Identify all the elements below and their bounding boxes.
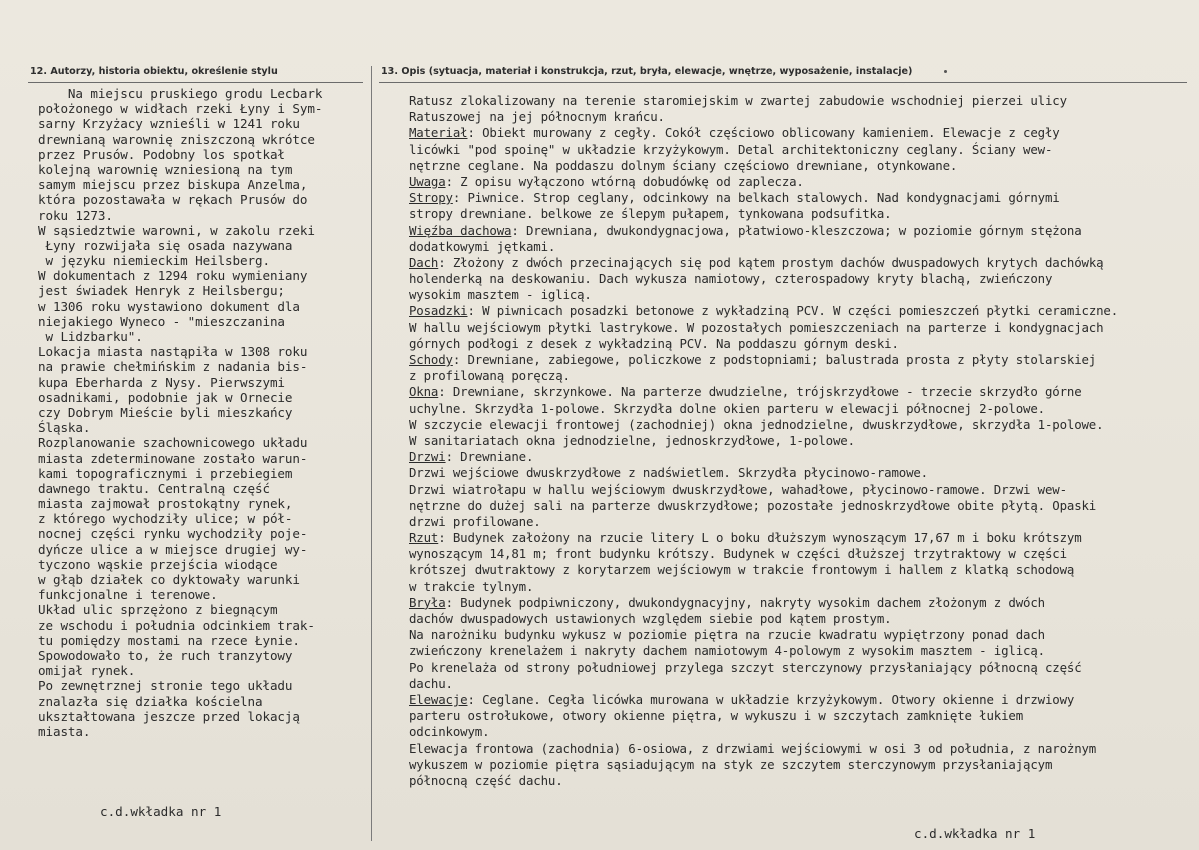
description-text: wykuszem w poziomie piętra sąsiadującym na styk ze szczytem sterczynowym przysłaniającym — [409, 756, 1053, 772]
history-line: ze wschodu i południa odcinkiem trak- — [38, 617, 315, 633]
history-line: roku 1273. — [38, 207, 113, 223]
history-line: osadnikami, podobnie jak w Ornecie — [38, 389, 293, 405]
history-text-column — [38, 86, 368, 754]
description-text: : W piwnicach posadzki betonowe z wykładziną PCV. W części pomieszczeń płytki ceramiczne. — [467, 303, 1119, 319]
description-text: W szczycie elewacji frontowej (zachodniej) okna jednodzielne, dwuskrzydłowe, skrzydła 1-polowe. — [409, 416, 1104, 432]
column-divider — [371, 66, 372, 841]
description-line — [409, 692, 1194, 708]
history-line: która pozostawała w rękach Prusów do — [38, 192, 308, 208]
history-line: omijał rynek. — [38, 663, 136, 679]
description-text: w trakcie tylnym. — [409, 578, 534, 594]
description-line — [409, 643, 1194, 659]
description-line — [409, 271, 1194, 287]
history-line: Po zewnętrznej stronie tego układu — [38, 678, 293, 694]
description-text: uchylne. Skrzydła 1-polowe. Skrzydła dolne okien parteru w elewacji północnej 2-polowe. — [409, 400, 1045, 416]
left-continuation-note: c.d.wkładka nr 1 — [100, 804, 222, 819]
description-text: : Drewniane. — [445, 449, 534, 465]
description-line — [409, 514, 1194, 530]
history-line: samym miejscu przez biskupa Anzelma, — [38, 177, 308, 193]
description-line — [409, 239, 1194, 255]
description-line — [409, 384, 1194, 400]
right-header-rule — [379, 82, 1187, 83]
history-line: jest świadek Henryk z Heilsbergu; — [38, 283, 285, 299]
description-line — [409, 595, 1194, 611]
history-line: tu pomiędzy mostami na rzece Łynie. — [38, 632, 300, 648]
description-line — [409, 174, 1194, 190]
history-line: funkcjonalne i terenowe. — [38, 587, 218, 603]
history-line: W sąsiedztwie warowni, w zakolu rzeki — [38, 222, 315, 238]
description-line — [409, 465, 1194, 481]
description-line — [409, 449, 1194, 465]
history-line: Układ ulic sprzężono z biegnącym — [38, 602, 278, 618]
history-line: miasta. — [38, 723, 91, 739]
description-line — [409, 579, 1194, 595]
description-line — [409, 287, 1194, 303]
description-line — [409, 417, 1194, 433]
description-text: nętrzne do dużej sali na parterze dwuskrzydłowe; pozostałe jednoskrzydłowe obite płytą. Opaski — [409, 497, 1097, 513]
description-text: Drzwi wiatrołapu w hallu wejściowym dwuskrzydłowe, wahadłowe, płycinowo-ramowe. Drzwi wew- — [409, 481, 1067, 497]
description-text: holenderką na deskowaniu. Dach wykusza namiotowy, czterospadowy kryty blachą, zwieńczony — [409, 271, 1053, 287]
description-line — [409, 773, 1194, 789]
section-label: Schody — [409, 352, 453, 367]
history-line: ukształtowana jeszcze przed lokacją — [38, 708, 300, 724]
description-line — [409, 303, 1194, 319]
description-line — [409, 401, 1194, 417]
description-line — [409, 546, 1194, 562]
history-line — [38, 739, 368, 754]
history-line: W dokumentach z 1294 roku wymieniany — [38, 268, 308, 284]
description-text: : Drewniane, skrzynkowe. Na parterze dwudzielne, trójskrzydłowe - trzecie skrzydło górne — [438, 384, 1082, 400]
description-line — [409, 352, 1194, 368]
description-text: odcinkowym. — [409, 724, 490, 740]
history-line: sarny Krzyżacy wznieśli w 1241 roku — [38, 116, 300, 132]
description-text: Elewacja frontowa (zachodnia) 6-osiowa, z drzwiami wejściowymi w osi 3 od południa, z narożnym — [409, 740, 1097, 756]
history-line: kupa Eberharda z Nysy. Pierwszymi — [38, 374, 285, 390]
description-text: krótszej dwutraktowy z korytarzem wejściowym w trakcie frontowym i hallem z klatką schodową — [409, 562, 1075, 578]
history-line: na prawie chełmińskim z nadania bis- — [38, 359, 308, 375]
history-line: Na miejscu pruskiego grodu Lecbark — [38, 86, 323, 101]
description-line — [409, 93, 1194, 109]
history-line: w Lidzbarku". — [38, 329, 143, 344]
description-line — [409, 142, 1194, 158]
history-line: nocnej części rynku wychodziły poje- — [38, 526, 308, 542]
section-label: Posadzki — [409, 303, 468, 319]
history-line: znalazła się działka kościelna — [38, 693, 263, 709]
history-line: miasta zajmował prostokątny rynek, — [38, 496, 293, 512]
description-line — [409, 368, 1194, 384]
description-text: : Drewniane, zabiegowe, policzkowe z podstopniami; balustrada prosta z płyty stolarskiej — [452, 352, 1097, 367]
section-label: Uwaga — [409, 173, 446, 189]
history-line: w języku niemieckim Heilsberg. — [38, 253, 270, 269]
description-text: : Złożony z dwóch przecinających się pod kątem prostym dachów dwuspadowych krytych dachówką — [438, 254, 1104, 270]
history-line: Lokacja miasta nastąpiła w 1308 roku — [38, 344, 308, 360]
description-text: drzwi profilowane. — [409, 513, 541, 529]
description-text: parteru ostrołukowe, otwory okienne piętra, w wykuszu i w szczytach zamknięte łukiem — [409, 708, 1024, 724]
description-text: wysokim masztem - iglicą. — [409, 287, 592, 303]
description-line — [409, 724, 1194, 740]
description-text: Na narożniku budynku wykusz w poziomie piętra na rzucie kwadratu wypiętrzony ponad dach — [409, 627, 1045, 643]
description-text: Po krenelaża od strony południowej przylega szczyt sterczynowy przysłaniający północną część — [409, 659, 1082, 675]
section-label: Drzwi — [409, 449, 446, 465]
description-line — [409, 676, 1194, 692]
right-continuation-note: c.d.wkładka nr 1 — [914, 826, 1036, 841]
history-line: w 1306 roku wystawiono dokument dla — [38, 298, 300, 314]
description-line — [409, 206, 1194, 222]
section-label: Więźba dachowa — [409, 222, 512, 238]
history-line: dawnego traktu. Centralną część — [38, 480, 270, 496]
description-text: dachu. — [409, 675, 453, 691]
left-header-rule — [28, 82, 363, 83]
description-line — [409, 611, 1194, 627]
description-line — [409, 190, 1194, 206]
description-text: północną część dachu. — [409, 772, 563, 788]
description-text: licówki "pod spoinę" w układzie krzyżykowym. Detal architektoniczny ceglany. Ściany wew- — [409, 141, 1053, 157]
history-line: Spowodowało to, że ruch tranzytowy — [38, 647, 293, 663]
ink-dot — [944, 70, 947, 73]
description-text-column — [409, 93, 1194, 789]
history-line: drewnianą warownię zniszczoną wkrótce — [38, 131, 315, 147]
history-line: tyczono wąskie przejścia wiodące — [38, 556, 278, 572]
description-text: Ratusz zlokalizowany na terenie staromiejskim w zwartej zabudowie wschodniej pierzei ulicy — [409, 93, 1067, 108]
description-line — [409, 708, 1194, 724]
history-line: w głąb działek co dyktowały warunki — [38, 572, 300, 587]
description-line — [409, 433, 1194, 449]
description-line — [409, 627, 1194, 643]
description-line — [409, 320, 1194, 336]
description-text: W sanitariatach okna jednodzielne, jednoskrzydłowe, 1-polowe. — [409, 432, 855, 448]
description-text: : Drewniana, dwukondygnacjowa, płatwiowo-kleszczowa; w poziomie górnym stężona — [511, 222, 1082, 238]
description-line — [409, 562, 1194, 578]
history-line: niejakiego Wyneco - "mieszczanina — [38, 313, 285, 329]
description-text: : Ceglane. Cegła licówka murowana w układzie krzyżykowym. Otwory okienne i drzwiowy — [467, 691, 1075, 707]
history-line: Łyny rozwijała się osada nazywana — [38, 237, 293, 253]
description-line — [409, 530, 1194, 546]
description-line — [409, 223, 1194, 239]
history-line: położonego w widłach rzeki Łyny i Sym- — [38, 101, 323, 117]
history-line: miasta zdeterminowane zostało warun- — [38, 450, 308, 466]
history-line: przez Prusów. Podobny los spotkał — [38, 146, 285, 162]
right-section-header: 13. Opis (sytuacja, materiał i konstrukcja, rzut, bryła, elewacje, wnętrze, wyposażenie, instalacje) — [381, 66, 913, 77]
left-section-header: 12. Autorzy, historia obiektu, określenie stylu — [30, 66, 278, 77]
description-line — [409, 660, 1194, 676]
section-label: Elewacje — [409, 691, 468, 707]
description-text: : Z opisu wyłączono wtórną dobudówkę od zaplecza. — [445, 173, 804, 189]
description-text: górnych podłogi z desek z wykładziną PCV. Na poddaszu górnym deski. — [409, 335, 899, 351]
description-text: : Piwnice. Strop ceglany, odcinkowy na belkach stalowych. Nad kondygnacjami górnymi — [452, 190, 1060, 206]
section-label: Stropy — [409, 190, 453, 206]
description-text: Drzwi wejściowe dwuskrzydłowe z nadświetlem. Skrzydła płycinowo-ramowe. — [409, 465, 928, 481]
description-line — [409, 158, 1194, 174]
description-text: Ratuszowej na jej północnym krańcu. — [409, 109, 665, 125]
history-line: dyńcze ulice a w miejsce drugiej wy- — [38, 541, 308, 557]
description-line — [409, 125, 1194, 141]
description-text: nętrzne ceglane. Na poddaszu dolnym ściany częściowo drewniane, otynkowane. — [409, 157, 958, 173]
history-line: Rozplanowanie szachownicowego układu — [38, 435, 308, 451]
description-text: W hallu wejściowym płytki lastrykowe. W pozostałych pomieszczeniach na parterze i kondygnacjach — [409, 319, 1104, 335]
description-text: dachów dwuspadowych ustawionych względem siebie pod kątem prostym. — [409, 611, 892, 626]
history-line: kolejną warownię wzniesioną na tym — [38, 161, 293, 177]
history-line: czy Dobrym Mieście byli mieszkańcy — [38, 404, 293, 420]
history-line: kami topograficznymi i przebiegiem — [38, 465, 293, 481]
description-line — [409, 741, 1194, 757]
section-label: Dach — [409, 254, 439, 270]
description-text: stropy drewniane. belkowe ze ślepym pułapem, tynkowana podsufitka. — [409, 206, 892, 222]
history-line: Śląska. — [38, 420, 91, 436]
section-label: Okna — [409, 384, 439, 400]
section-label: Materiał — [409, 125, 468, 141]
description-text: : Budynek założony na rzucie litery L o boku dłuższym wynoszącym 17,67 m i boku krótszym — [438, 530, 1082, 546]
description-text: : Budynek podpiwniczony, dwukondygnacyjny, nakryty wysokim dachem złożonym z dwóch — [445, 594, 1045, 610]
description-text: zwieńczony krenelażem i nakryty dachem namiotowym 4-polowym z wysokim masztem - iglicą. — [409, 643, 1045, 659]
section-label: Rzut — [409, 530, 439, 546]
description-text: z profilowaną poręczą. — [409, 368, 570, 384]
section-label: Bryła — [409, 594, 446, 610]
description-text: dodatkowymi jętkami. — [409, 238, 556, 254]
description-line — [409, 498, 1194, 514]
description-line — [409, 482, 1194, 498]
description-text: wynoszącym 14,81 m; front budynku krótszy. Budynek w części dłuższej trzytraktowy w części — [409, 546, 1067, 562]
description-line — [409, 336, 1194, 352]
history-line: z którego wychodziły ulice; w pół- — [38, 511, 293, 527]
description-text: : Obiekt murowany z cegły. Cokół częściowo oblicowany kamieniem. Elewacje z cegły — [467, 125, 1060, 141]
description-line — [409, 109, 1194, 125]
description-line — [409, 255, 1194, 271]
description-line — [409, 757, 1194, 773]
